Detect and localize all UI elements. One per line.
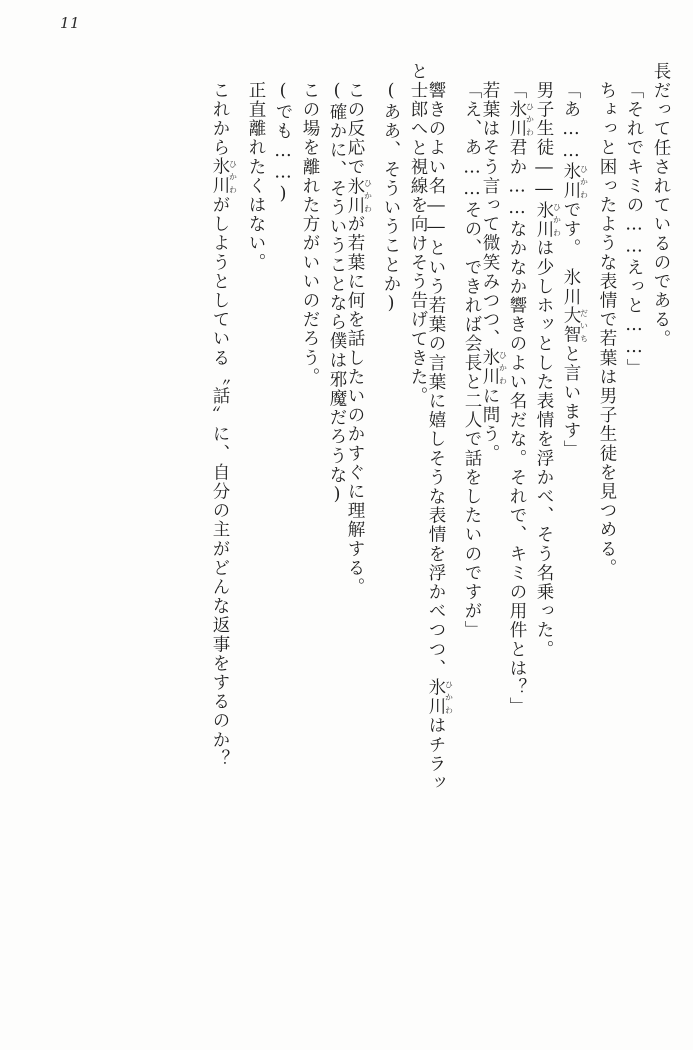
- text-column: 「氷川ひかわ君か……なかなか響きのよい名だな。それで、キミの用件とは？」: [507, 81, 535, 717]
- text-column: と士郎へと視線を向けそう告げてきた。: [408, 62, 428, 406]
- text-column: 響きのよい名――という若葉の言葉に嬉しそうな表情を浮かべつつ、氷川ひかわはチラッ: [426, 81, 454, 793]
- text-column: これから氷川ひかわがしようとしている〝話〟に、自分の主がどんな返事をするのか？: [210, 81, 238, 769]
- text-column: この場を離れた方がいいのだろう。: [300, 81, 320, 387]
- text-column: (確かに、そういうことなら僕は邪魔だろうな): [327, 81, 347, 507]
- page-number: 11: [60, 14, 81, 32]
- text-column: (でも……): [273, 81, 293, 206]
- text-column: 若葉はそう言って微笑みつつ、氷川ひかわに問う。: [480, 81, 508, 464]
- text-column: 「え、あ……その、できれば会長と二人で話をしたいのですが」: [462, 81, 482, 640]
- text-column: 「それでキミの……えっと……」: [624, 81, 644, 378]
- text-column: 正直離れたくはない。: [246, 81, 266, 272]
- text-column: 長だって任されているのである。: [651, 62, 671, 349]
- text-column: ちょっと困ったような表情で若葉は男子生徒を見つめる。: [597, 81, 617, 578]
- text-column: 男子生徒――氷川ひかわは少しホッとした表情を浮かべ、そう名乗った。: [534, 81, 562, 660]
- vertical-text-body: [28, 62, 669, 1002]
- text-column: (ああ、そういうことか): [381, 81, 401, 316]
- text-column: 「あ……氷川ひかわです。 氷川大智だいちと言います」: [561, 81, 589, 460]
- text-column: この反応で氷川ひかわが若葉に何を話したいのかすぐに理解する。: [345, 81, 373, 597]
